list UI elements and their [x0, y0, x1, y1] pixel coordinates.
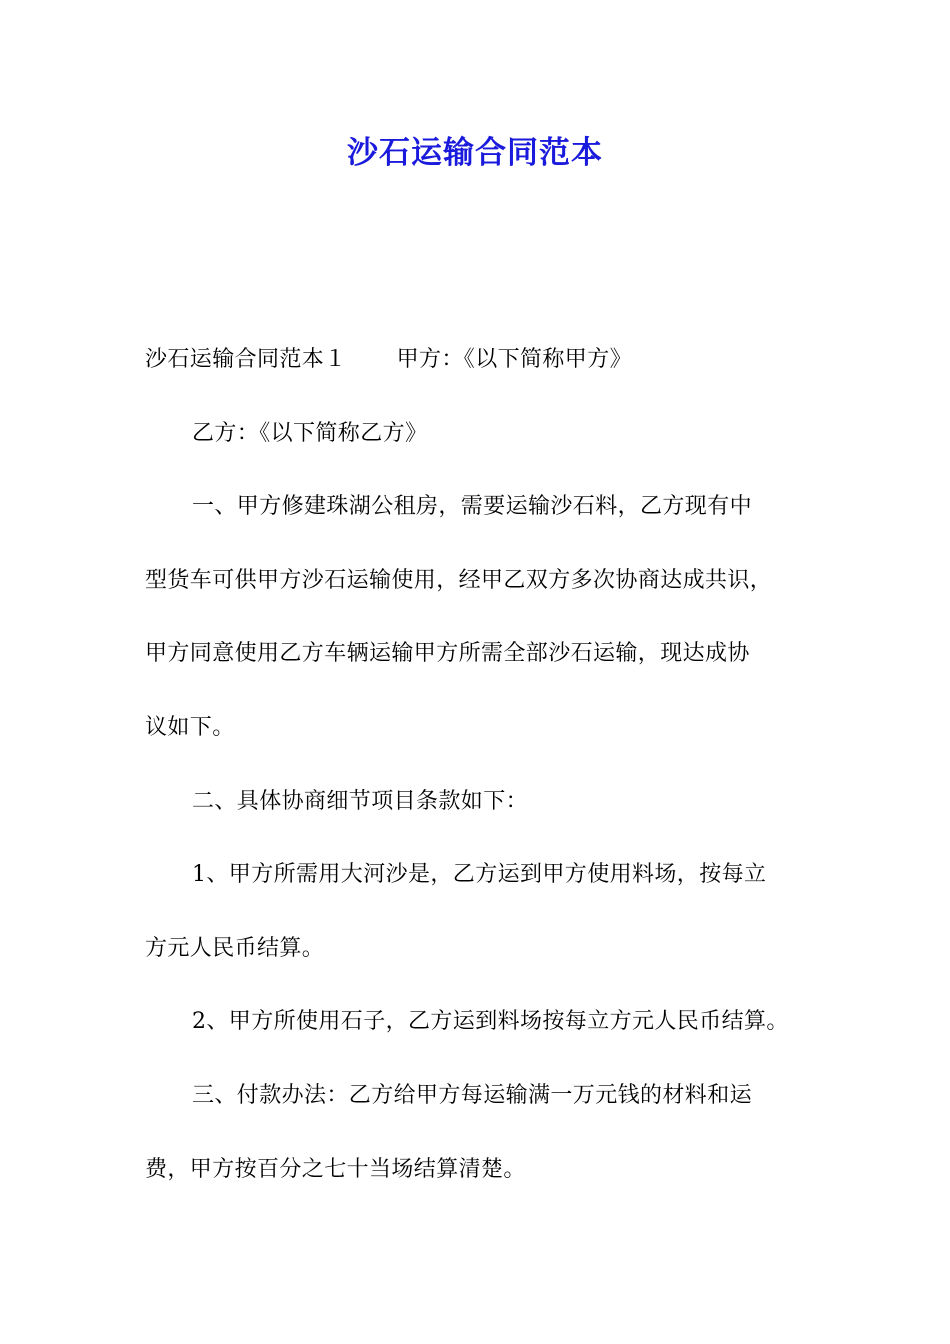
- paragraph-line: 1、甲方所需用大河沙是，乙方运到甲方使用料场，按每立: [192, 862, 767, 888]
- paragraph-line: 议如下。: [145, 714, 235, 740]
- paragraph-line: 三、付款办法：乙方给甲方每运输满一万元钱的材料和运: [192, 1082, 753, 1108]
- document-body: [145, 335, 825, 1218]
- contract-heading: 沙石运输合同范本１: [145, 347, 347, 372]
- party-a-line: 甲方：《以下简称甲方》: [396, 347, 633, 372]
- paragraph-line: 2、甲方所使用石子，乙方运到料场按每立方元人民币结算。: [192, 1009, 789, 1035]
- paragraph-line: 一、甲方修建珠湖公租房，需要运输沙石料，乙方现有中: [192, 494, 753, 520]
- document-title: 沙石运输合同范本: [347, 135, 603, 171]
- paragraph-line: 甲方同意使用乙方车辆运输甲方所需全部沙石运输，现达成协: [145, 641, 750, 667]
- paragraph-line: 费，甲方按百分之七十当场结算清楚。: [145, 1156, 526, 1182]
- header-line: [145, 335, 825, 409]
- paragraph-line: 型货车可供甲方沙石运输使用，经甲乙双方多次协商达成共识，: [145, 567, 773, 593]
- paragraph-line: 二、具体协商细节项目条款如下：: [192, 788, 529, 814]
- paragraph-line: 乙方：《以下简称乙方》: [192, 420, 428, 446]
- paragraph-line: 方元人民币结算。: [145, 935, 325, 961]
